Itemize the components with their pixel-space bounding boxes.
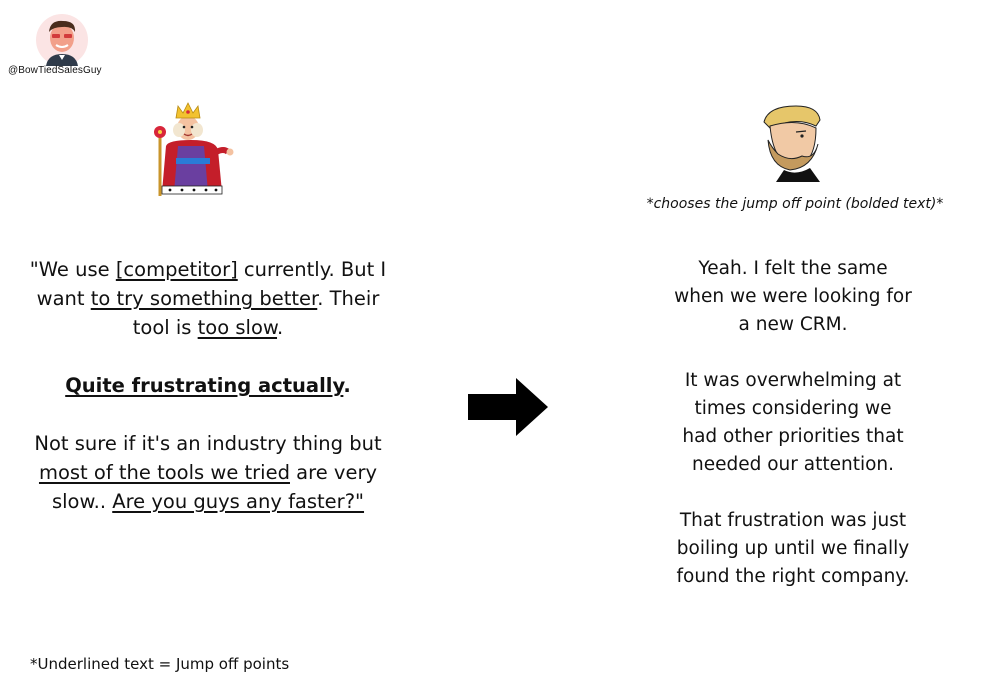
reply-line: when we were looking for bbox=[674, 286, 912, 307]
king-character-icon bbox=[148, 100, 234, 198]
chosen-jump-off-point: Quite frustrating actually bbox=[65, 374, 344, 397]
reply-line: found the right company. bbox=[676, 566, 910, 587]
reply-paragraph bbox=[600, 367, 986, 479]
salesperson-reply bbox=[600, 255, 986, 619]
avatar-icon bbox=[36, 14, 88, 66]
quote-text: tool is bbox=[132, 316, 198, 339]
reply-line: a new CRM. bbox=[738, 314, 848, 335]
author-handle: @BowTiedSalesGuy bbox=[8, 65, 102, 76]
quote-text: . bbox=[343, 374, 351, 397]
quote-text: "We use bbox=[29, 258, 116, 281]
reply-line: boiling up until we finally bbox=[676, 538, 910, 559]
jump-off-point: Are you guys any faster?" bbox=[112, 490, 365, 513]
quote-text: are very bbox=[289, 461, 378, 484]
reply-paragraph bbox=[600, 507, 986, 591]
reply-line: Yeah. I felt the same bbox=[698, 258, 888, 279]
quote-text: . Their bbox=[317, 287, 380, 310]
footnote: *Underlined text = Jump off points bbox=[30, 655, 290, 673]
right-arrow-icon bbox=[466, 376, 550, 438]
jump-off-point: most of the tools we tried bbox=[38, 461, 290, 484]
quote-text: want bbox=[36, 287, 91, 310]
caption: *chooses the jump off point (bolded text)* bbox=[646, 196, 944, 212]
reply-paragraph bbox=[600, 255, 986, 339]
reply-line: had other priorities that bbox=[682, 426, 904, 447]
reply-line: times considering we bbox=[694, 398, 892, 419]
quote-paragraph bbox=[4, 429, 412, 516]
reply-line: needed our attention. bbox=[691, 454, 895, 475]
quote-text: currently. But I bbox=[237, 258, 387, 281]
jump-off-point: [competitor] bbox=[115, 258, 238, 281]
bearded-man-icon bbox=[756, 104, 836, 182]
quote-paragraph bbox=[4, 255, 412, 342]
reply-line: That frustration was just bbox=[679, 510, 907, 531]
jump-off-point: too slow bbox=[197, 316, 278, 339]
quote-text: Not sure if it's an industry thing but bbox=[34, 432, 382, 455]
quote-text: slow.. bbox=[51, 490, 113, 513]
jump-off-point: to try something better bbox=[90, 287, 318, 310]
reply-line: It was overwhelming at bbox=[684, 370, 902, 391]
quote-text: . bbox=[277, 316, 284, 339]
quote-paragraph bbox=[4, 371, 412, 400]
prospect-quote bbox=[4, 255, 412, 545]
